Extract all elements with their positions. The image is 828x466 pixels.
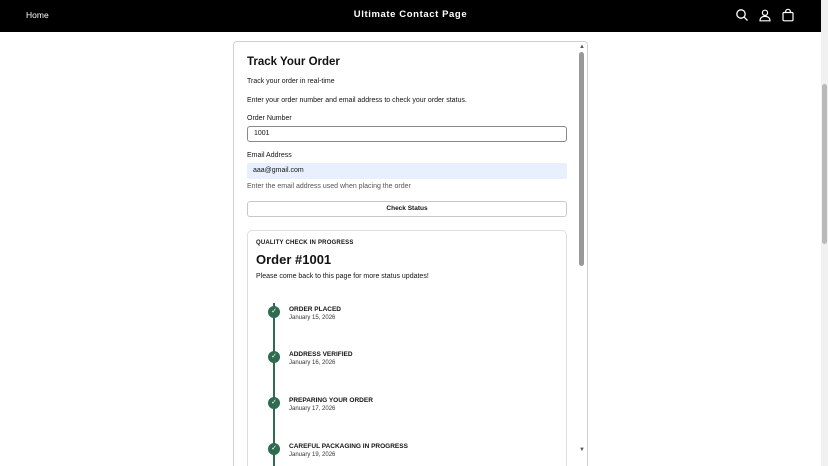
check-status-button[interactable]: Check Status — [247, 201, 567, 217]
header-icons — [735, 8, 795, 22]
step-date: January 19, 2026 — [289, 452, 336, 458]
timeline-step — [268, 351, 548, 371]
check-icon: ✓ — [268, 351, 280, 363]
nav-home-link[interactable]: Home — [26, 10, 49, 20]
site-header — [0, 0, 821, 32]
timeline-step — [268, 443, 548, 463]
widget-scrollbar-thumb[interactable] — [579, 52, 584, 266]
step-date: January 15, 2026 — [289, 315, 336, 321]
order-number-label: Order Number — [247, 115, 292, 122]
search-icon[interactable] — [735, 8, 749, 22]
step-date: January 16, 2026 — [289, 360, 336, 366]
tracker-title: Track Your Order — [247, 56, 340, 68]
step-title: ORDER PLACED — [289, 306, 342, 313]
tracker-description: Enter your order number and email address to check your order status. — [247, 97, 467, 104]
check-icon: ✓ — [268, 397, 280, 409]
step-date: January 17, 2026 — [289, 406, 336, 412]
timeline-step — [268, 397, 548, 417]
timeline-step — [268, 306, 548, 326]
timeline-line — [273, 303, 275, 466]
status-note: Please come back to this page for more status updates! — [256, 273, 429, 280]
order-number-input[interactable]: 1001 — [247, 126, 567, 142]
order-status-label: QUALITY CHECK IN PROGRESS — [256, 240, 354, 246]
email-label: Email Address — [247, 152, 292, 159]
scroll-down-arrow-icon[interactable]: ▼ — [579, 447, 585, 453]
page-scrollbar[interactable] — [821, 32, 828, 466]
widget-scrollbar[interactable] — [577, 42, 587, 466]
step-title: ADDRESS VERIFIED — [289, 351, 353, 358]
tracker-subtitle: Track your order in real-time — [247, 78, 335, 85]
email-hint: Enter the email address used when placing the order — [247, 183, 411, 190]
account-icon[interactable] — [758, 8, 772, 22]
page-scrollbar-thumb[interactable] — [822, 84, 827, 244]
cart-icon[interactable] — [781, 8, 795, 22]
order-status-card — [247, 230, 567, 466]
order-number-heading: Order #1001 — [256, 252, 332, 267]
scroll-up-arrow-icon[interactable]: ▲ — [579, 44, 585, 50]
check-icon: ✓ — [268, 306, 280, 318]
step-title: CAREFUL PACKAGING IN PROGRESS — [289, 443, 408, 450]
check-icon: ✓ — [268, 443, 280, 455]
order-tracking-widget — [233, 41, 588, 466]
email-input[interactable]: aaa@gmail.com — [247, 163, 567, 179]
site-brand[interactable]: Ultimate Contact Page — [353, 9, 468, 20]
step-title: PREPARING YOUR ORDER — [289, 397, 373, 404]
